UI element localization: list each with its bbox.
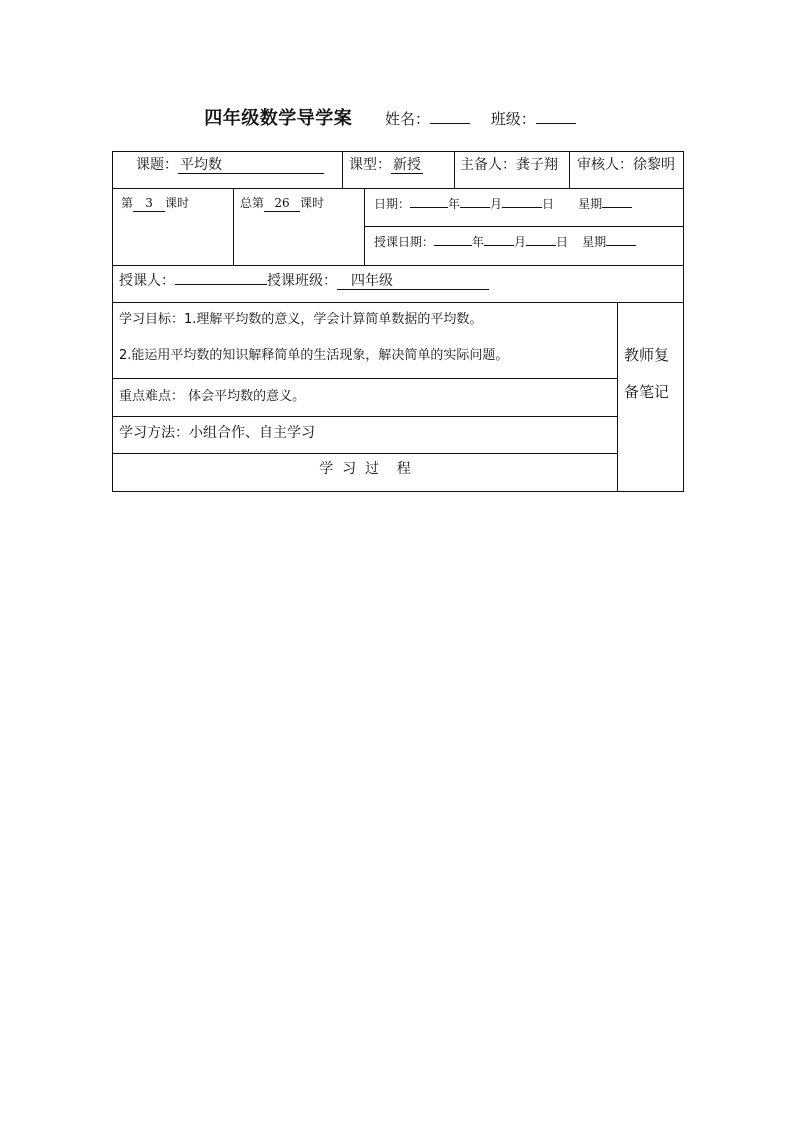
table-border-right — [683, 151, 684, 492]
lesson-type-label: 课型： — [349, 157, 391, 173]
teacher-field[interactable] — [175, 271, 267, 285]
teacher-label: 授课人： — [119, 273, 175, 289]
date-weekday-field[interactable] — [602, 194, 632, 208]
teach-date-day-field[interactable] — [526, 232, 556, 246]
date-year-unit: 年 — [448, 197, 461, 211]
date-cell — [374, 194, 632, 212]
teach-date-day-unit: 日 — [556, 235, 569, 249]
row-divider — [112, 188, 684, 189]
row-divider — [364, 226, 684, 227]
lesson-plan-table — [112, 151, 684, 492]
page-title: 四年级数学导学案 — [204, 108, 353, 129]
row-divider — [112, 302, 684, 303]
date-weekday-label: 星期 — [578, 197, 603, 211]
learning-objective-1: 学习目标：1.理解平均数的意义，学会计算简单数据的平均数。 — [119, 312, 483, 327]
teach-date-year-unit: 年 — [472, 235, 485, 249]
col-divider — [454, 151, 455, 188]
table-border-top — [112, 151, 684, 152]
teach-date-weekday-field[interactable] — [606, 232, 636, 246]
date-year-field[interactable] — [410, 194, 448, 208]
col-divider — [364, 188, 365, 265]
total-lesson-cell — [240, 194, 324, 212]
teach-class-label: 授课班级： — [267, 273, 337, 289]
lesson-number[interactable]: 3 — [133, 195, 165, 212]
col-divider — [342, 151, 343, 188]
table-border-left — [112, 151, 113, 492]
lesson-prefix: 第 — [121, 196, 134, 210]
teacher-cell — [119, 270, 489, 290]
date-label: 日期： — [374, 197, 411, 211]
col-divider — [569, 151, 570, 188]
teacher-notes-label-2: 备笔记 — [624, 383, 670, 401]
row-divider — [112, 416, 618, 417]
student-name-label: 姓名： — [384, 110, 430, 128]
lesson-suffix: 课时 — [165, 196, 190, 210]
learning-objective-2: 2.能运用平均数的知识解释简单的生活现象，解决简单的实际问题。 — [119, 348, 509, 363]
preparer-cell: 主备人：龚子翔 — [460, 157, 558, 173]
teach-date-cell — [374, 232, 636, 250]
teach-date-month-field[interactable] — [484, 232, 514, 246]
teach-date-month-unit: 月 — [514, 235, 527, 249]
total-suffix: 课时 — [300, 196, 325, 210]
total-lesson-number[interactable]: 26 — [264, 195, 300, 212]
lesson-type-cell — [349, 154, 423, 174]
topic-label: 课题： — [136, 157, 178, 173]
student-class-field[interactable] — [536, 110, 576, 124]
lesson-number-cell — [121, 194, 189, 212]
date-month-unit: 月 — [490, 197, 503, 211]
key-points: 重点难点： 体会平均数的意义。 — [119, 389, 306, 404]
reviewer-cell: 审核人：徐黎明 — [577, 157, 675, 173]
row-divider — [112, 453, 618, 454]
row-divider — [112, 378, 618, 379]
learning-method: 学习方法：小组合作、自主学习 — [119, 425, 315, 441]
teach-class-value[interactable]: 四年级 — [337, 273, 489, 290]
teacher-notes-label-1: 教师复 — [624, 346, 670, 364]
date-day-field[interactable] — [502, 194, 542, 208]
student-name-field[interactable] — [430, 110, 470, 124]
col-divider — [233, 188, 234, 265]
table-border-bottom — [112, 491, 684, 492]
document-header — [0, 104, 794, 130]
teach-date-year-field[interactable] — [434, 232, 472, 246]
student-class-label: 班级： — [490, 110, 536, 128]
date-month-field[interactable] — [460, 194, 490, 208]
teach-date-weekday-label: 星期 — [582, 235, 607, 249]
teach-date-label: 授课日期： — [374, 235, 435, 249]
topic-value[interactable]: 平均数 — [178, 157, 324, 174]
learning-process-heading: 学 习 过 程 — [319, 461, 411, 477]
date-day-unit: 日 — [542, 197, 555, 211]
total-prefix: 总第 — [240, 196, 265, 210]
topic-cell — [136, 154, 324, 174]
row-divider — [112, 265, 684, 266]
lesson-type-value[interactable]: 新授 — [393, 157, 421, 173]
